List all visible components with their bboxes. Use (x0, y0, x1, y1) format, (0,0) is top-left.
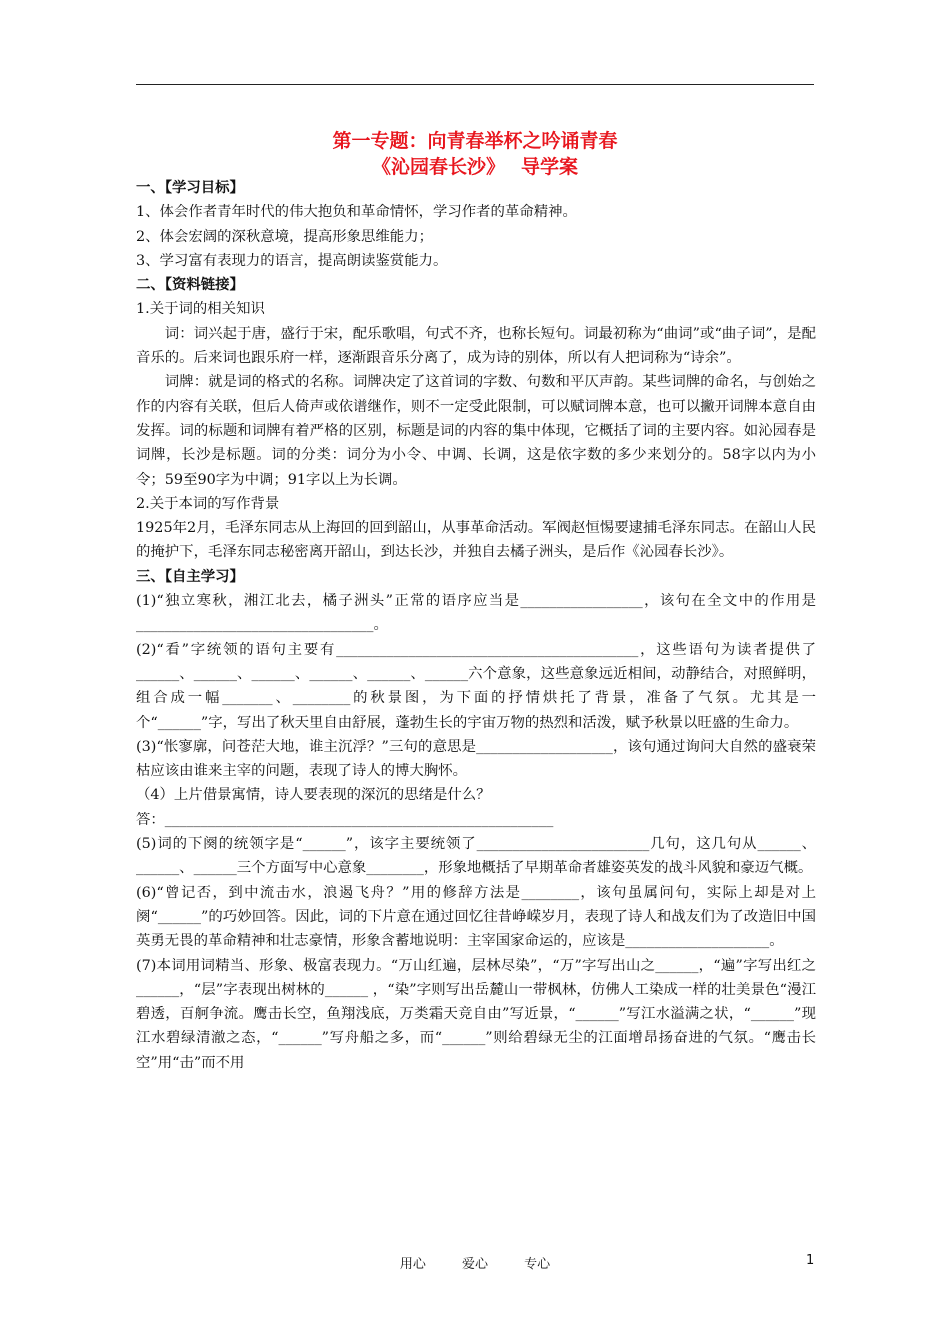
paragraph: 1925年2月，毛泽东同志从上海回的回到韶山，从事革命活动。军阀赵恒惕要逮捕毛泽东同志。在韶山人民的掩护下，毛泽东同志秘密离开韶山，到达长沙，并独自去橘子洲头，是后作《沁园春长沙》。 (136, 520, 816, 561)
question: (3)“怅寥廓，问苍茫大地，谁主沉浮？”三句的意思是___________________，该句通过询问大自然的盛衰荣枯应该由谁来主宰的问题，表现了诗人的博大胸怀。 (136, 738, 816, 780)
footer-text: 专心 (524, 1257, 551, 1272)
section-heading: 三、【自主学习】 (136, 568, 244, 585)
question: (5)词的下阕的统领字是“______”，该字主要统领了________________________几句，这几句从______、______、______三个方面写中心意象________，形象地概括了早期革命者雄姿英发的战斗风貌和豪迈气概。 (136, 836, 816, 877)
footer-text: 用心 (399, 1257, 426, 1272)
page-subtitle: 《沁园春长沙》 导学案 (371, 156, 579, 178)
page-title: 第一专题：向青春举杯之吟诵青春 (332, 130, 618, 152)
section-heading: 一、【学习目标】 (136, 180, 244, 196)
list-item: 1、体会作者青年时代的伟大抱负和革命情怀，学习作者的革命精神。 (136, 204, 577, 221)
paragraph: 词：词兴起于唐，盛行于宋，配乐歌唱，句式不齐，也称长短句。词最初称为“曲词”或“曲子词”，是配音乐的。后来词也跟乐府一样，逐渐跟音乐分离了，成为诗的别体，所以有人把词称为“诗余”。 (136, 325, 816, 367)
subheading: 2.关于本词的写作背景 (136, 495, 280, 512)
answer-line: 答：______________________________________________________ (136, 811, 554, 828)
section-heading: 二、【资料链接】 (136, 277, 244, 294)
paragraph: 词牌：就是词的格式的名称。词牌决定了这首词的字数、句数和平仄声韵。某些词牌的命名，与创始之作的内容有关联，但后人倚声或依谱继作，则不一定受此限制，可以赋词牌本意，也可以撇开词牌本意自由发挥。词的标题和词牌有着严格的区别，标题是词的内容的集中体现，它概括了词的主要内容。如沁园春是词牌，长沙是标题。词的分类：词分为小令、中调、长调，这是依字数的多少来划分的。58字以内为小令；59至90字为中调；91字以上为长调。 (136, 374, 816, 488)
question: (7)本词用词精当、形象、极富表现力。“万山红遍，层林尽染”，“万”字写出山之______，“遍”字写出红之______，“层”字表现出树林的______ ，“染”字则写出岳麓山一带枫林，仿佛人工染成一样的壮美景色“漫江碧透，百舸争流。鹰击长空，鱼翔浅底，万类霜天竞自由”写近景，“______”写江水溢满之状，“______”现江水碧绿清澈之态，“______”写舟船之多，而“______”则给碧绿无尘的江面增昂扬奋进的气氛。“鹰击长空”用“击”而不用 (136, 957, 816, 1071)
header-rule (136, 84, 814, 85)
subheading: 1.关于词的相关知识 (136, 301, 265, 318)
footer-text: 爱心 (461, 1257, 488, 1272)
question: (2)“看”字统领的语句主要有__________________________________________，这些语句为读者提供了______、______、______、______、______、______六个意象，这些意象远近相间，动静结合，对照鲜明，组合成一幅_______、________的秋景图，为下面的抒情烘托了背景，准备了气氛。尤其是一个“______”字，写出了秋天里自由舒展，蓬勃生长的宇宙万物的热烈和活泼，赋予秋景以旺盛的生命力。 (136, 641, 816, 731)
question: （4）上片借景寓情，诗人要表现的深沉的思绪是什么？ (136, 787, 491, 804)
question: (6)“曾记否，到中流击水，浪遏飞舟？”用的修辞方法是________，该句虽属问句，实际上却是对上阕“______”的巧妙回答。因此，词的下片意在通过回忆往昔峥嵘岁月，表现了诗人和战友们为了改造旧中国英勇无畏的革命精神和壮志豪情，形象含蓄地说明：主宰国家命运的，应该是____________________。 (136, 884, 816, 950)
list-item: 2、体会宏阔的深秋意境，提高形象思维能力； (136, 228, 433, 245)
document-body (136, 176, 816, 1075)
list-item: 3、学习富有表现力的语言，提高朗读鉴赏能力。 (136, 252, 448, 269)
page-number: 1 (806, 1253, 815, 1268)
question: (1)“独立寒秋，湘江北去，橘子洲头”正常的语序应当是_________________，该句在全文中的作用是_________________________________。 (136, 593, 816, 634)
